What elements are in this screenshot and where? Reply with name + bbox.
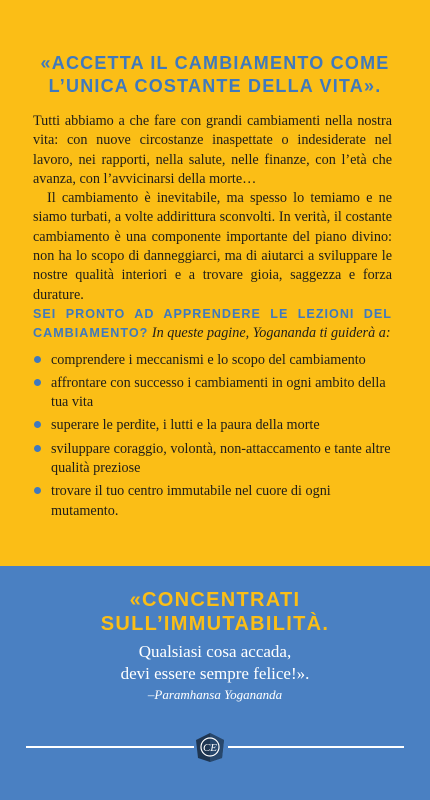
- list-item-text: comprendere i meccanismi e lo scopo del cambiamento: [51, 351, 366, 368]
- list-item: [33, 482, 392, 521]
- headline-line-1: «ACCETTA IL CAMBIAMENTO COME: [40, 53, 390, 73]
- list-item-text: superare le perdite, i lutti e la paura della morte: [51, 417, 320, 434]
- bullet-list: [33, 351, 392, 521]
- quote-heading-line-2: SULL’IMMUTABILITÀ.: [100, 613, 330, 635]
- paragraph-intro: Tutti abbiamo a che fare con grandi cambiamenti nella nostra vita: con nuove circostanze inaspettate o indesiderate nel lavoro, nei rapporti, nella salute, nelle finanze, con l’età che avanza, con l’avvicinarsi della morte…: [33, 113, 392, 187]
- quote-text: [20, 641, 410, 685]
- divider-right: [228, 746, 404, 748]
- headline: [20, 52, 410, 98]
- quote-heading: [20, 588, 410, 636]
- list-item: [33, 416, 392, 435]
- question: [33, 305, 392, 344]
- question-heading: SEI PRONTO AD APPRENDERE LE LEZIONI DEL CAMBIAMENTO?: [33, 306, 392, 341]
- headline-line-2: L’UNICA COSTANTE DELLA VITA».: [48, 76, 382, 96]
- bullet-dot-icon: [34, 421, 41, 428]
- paragraph-change: Il cambiamento è inevitabile, ma spesso lo temiamo e ne siamo turbati, a volte addirittura sconvolti. In verità, il costante cambiamento è una componente importante del piano divino: non ha lo scopo di danneggiarci, ma di aiutarci a sviluppare le nostre qualità interiori e a trovare gioia, saggezza e forza durature.: [33, 190, 392, 303]
- body-text: [33, 112, 392, 525]
- bullet-dot-icon: [34, 445, 41, 452]
- quote-attribution: –Paramhansa Yogananda: [147, 687, 283, 702]
- divider-left: [26, 746, 194, 748]
- list-item-text: affrontare con successo i cambiamenti in ogni ambito della tua vita: [51, 374, 386, 411]
- quote-line-1: Qualsiasi cosa accada,: [138, 642, 292, 661]
- publisher-logo-icon: [192, 728, 228, 764]
- list-item: [33, 374, 392, 413]
- list-item-text: trovare il tuo centro immutabile nel cuore di ogni mutamento.: [51, 483, 331, 519]
- list-item: [33, 440, 392, 479]
- quote-heading-line-1: «CONCENTRATI: [129, 589, 301, 611]
- logo-letters: CE: [202, 742, 218, 754]
- quote-line-2: devi essere sempre felice!».: [120, 664, 310, 683]
- bullet-dot-icon: [34, 487, 41, 494]
- question-lead: In queste pagine, Yogananda ti guiderà a:: [151, 325, 391, 342]
- bullet-dot-icon: [34, 356, 41, 363]
- list-item: [33, 351, 392, 370]
- list-item-text: sviluppare coraggio, volontà, non-attaccamento e tante altre qualità preziose: [51, 440, 391, 477]
- bullet-dot-icon: [34, 379, 41, 386]
